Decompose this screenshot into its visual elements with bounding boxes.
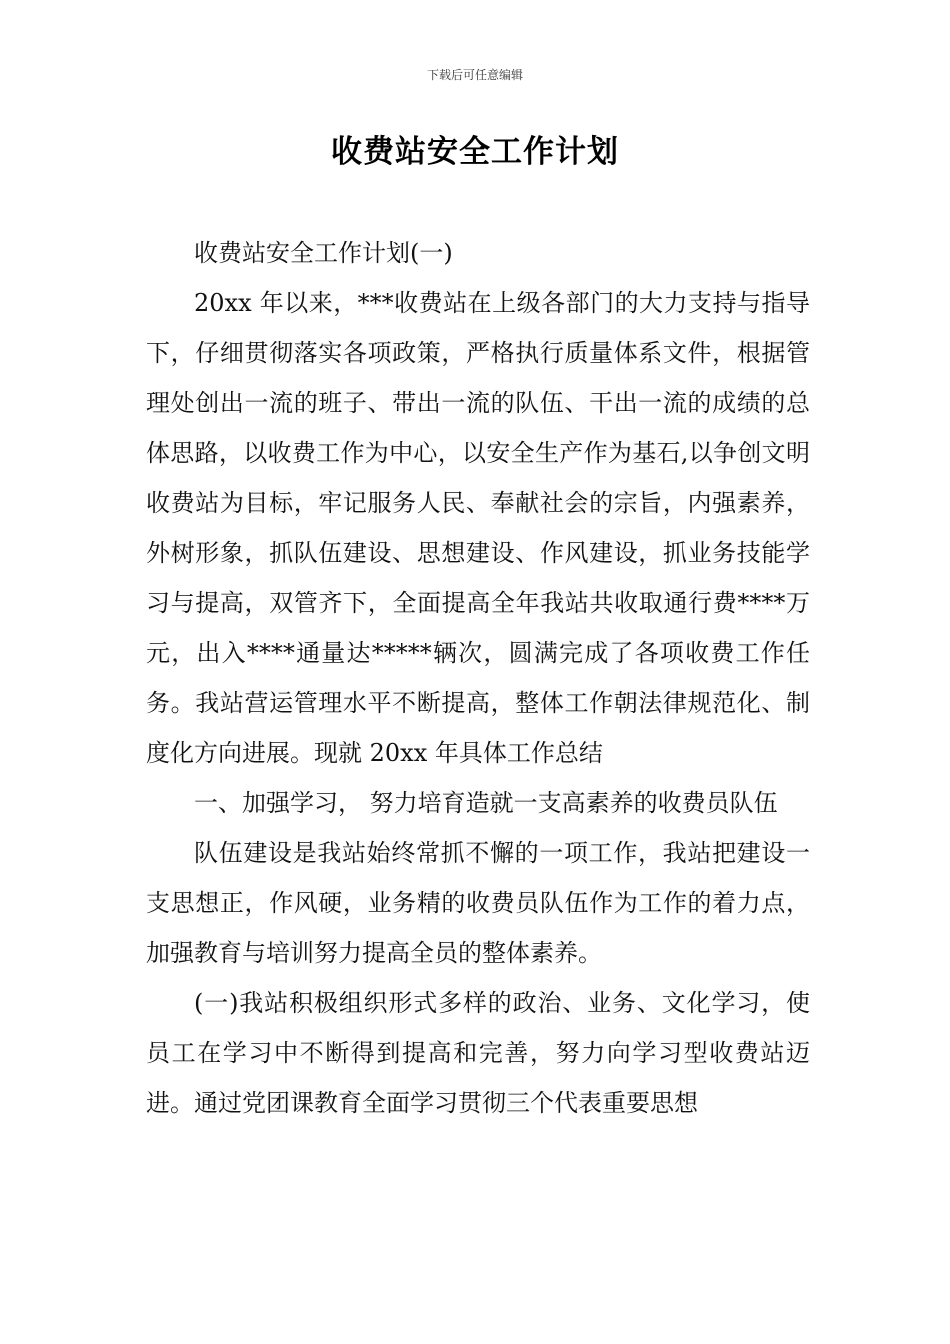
paragraph-study: (一)我站积极组织形式多样的政治、业务、文化学习，使员工在学习中不断得到提高和完善，努力向学习型收费站迈进。通过党团课教育全面学习贯彻三个代表重要思想 bbox=[146, 989, 810, 1117]
paragraph-heading-one: 一、加强学习， 努力培育造就一支高素养的收费员队伍 bbox=[194, 789, 778, 817]
paragraph-intro: 20xx 年以来，***收费站在上级各部门的大力支持与指导下，仔细贯彻落实各项政策，严格执行质量体系文件，根据管理处创出一流的班子、带出一流的队伍、干出一流的成绩的总体思路，以收费工作为中心，以安全生产作为基石,以争创文明收费站为目标，牢记服务人民、奉献社会的宗旨，内强素养，外树形象，抓队伍建设、思想建设、作风建设，抓业务技能学习与提高，双管齐下，全面提高全年我站共收取通行费****万元，出入****通量达*****辆次，圆满完成了各项收费工作任务。我站营运管理水平不断提高，整体工作朝法律规范化、制度化方向进展。现就 20xx 年具体工作总结 bbox=[146, 289, 810, 767]
document-title: 收费站安全工作计划 bbox=[331, 134, 619, 170]
paragraph-team-building: 队伍建设是我站始终常抓不懈的一项工作，我站把建设一支思想正，作风硬，业务精的收费员队伍作为工作的着力点，加强教育与培训努力提高全员的整体素养。 bbox=[146, 839, 810, 967]
document-body bbox=[146, 228, 810, 1128]
header-note: 下载后可任意编辑 bbox=[426, 68, 523, 82]
paragraph-section-heading: 收费站安全工作计划(一) bbox=[194, 239, 453, 267]
